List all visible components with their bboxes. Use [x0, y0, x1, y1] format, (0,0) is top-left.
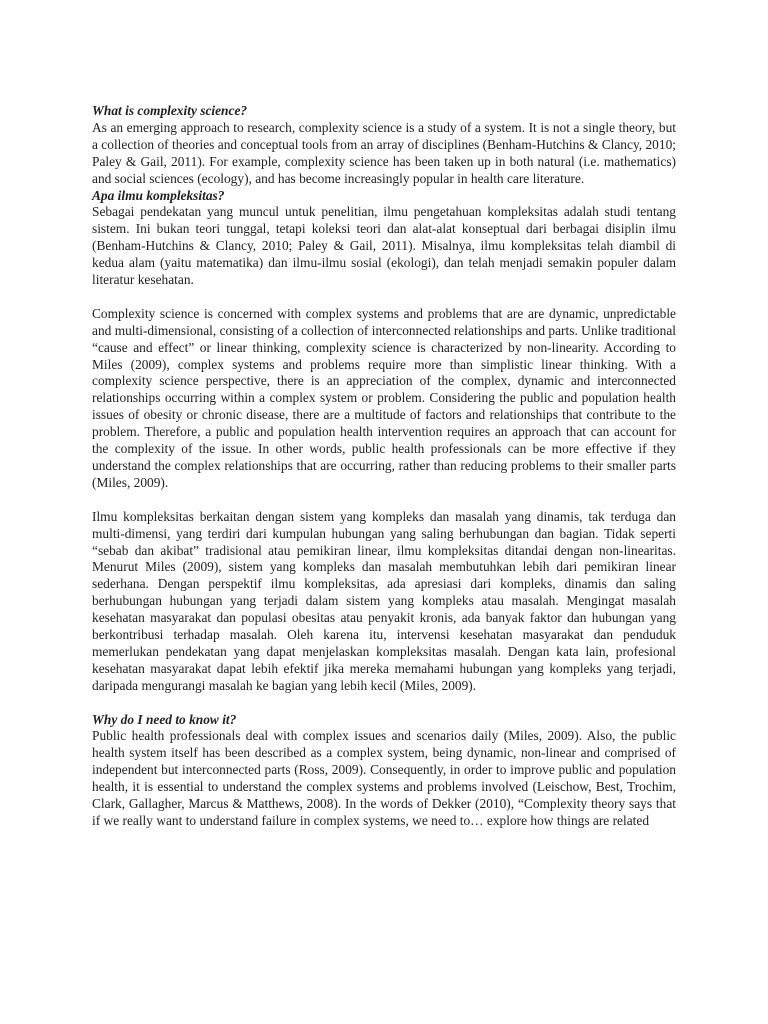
- heading-what-is-complexity-science: What is complexity science?: [92, 103, 248, 118]
- paragraph-complex-systems-en: Complexity science is concerned with complex systems and problems that are are dynamic, unpredictable and multi-dimensional, consisting of a collection of interconnected relationships and parts. Unlike traditional “cause and effect” or linear thinking, complexity science is characterized by non-linearity. According to Miles (2009), complex systems and problems require more than simplistic linear thinking. With a complexity science perspective, there is an appreciation of the complex, dynamic and interconnected relationships occurring within a complex system or problem. Considering the public and population health issues of obesity or chronic disease, there are a multitude of factors and relationships that contribute to the problem. Therefore, a public and population health intervention requires an approach that can account for the complexity of the issue. In other words, public health professionals can be more effective if they understand the complex relationships that are occurring, rather than reducing problems to their smaller parts (Miles, 2009).: [92, 305, 676, 490]
- heading-apa-ilmu-kompleksitas: Apa ilmu kompleksitas?: [92, 187, 225, 203]
- heading-why-do-i-need-to-know-it: Why do I need to know it?: [92, 711, 237, 727]
- document-page: [92, 103, 676, 830]
- paragraph-complex-systems-id: Ilmu kompleksitas berkaitan dengan sistem yang kompleks dan masalah yang dinamis, tak terduga dan multi-dimensi, yang terdiri dari kumpulan hubungan yang saling berhubungan dan bagian. Tidak seperti “sebab dan akibat” tradisional atau pemikiran linear, ilmu kompleksitas ditandai dengan non-linearitas. Menurut Miles (2009), sistem yang kompleks dan masalah membutuhkan lebih dari pemikiran linear sederhana. Dengan perspektif ilmu kompleksitas, ada apresiasi dari kompleks, dinamis dan saling berhubungan hubungan yang terjadi dalam sistem yang kompleks atau masalah. Mengingat masalah kesehatan masyarakat dan populasi obesitas atau penyakit kronis, ada banyak faktor dan hubungan yang berkontribusi terhadap masalah. Oleh karena itu, intervensi kesehatan masyarakat dan penduduk memerlukan pendekatan yang dapat menjelaskan kompleksitas masalah. Dengan kata lain, profesional kesehatan masyarakat dapat lebih efektif jika mereka memahami hubungan yang kompleks yang terjadi, daripada mengurangi masalah ke bagian yang lebih kecil (Miles, 2009).: [92, 508, 676, 693]
- paragraph-definition-en: As an emerging approach to research, complexity science is a study of a system. It is not a single theory, but a collection of theories and conceptual tools from an array of disciplines (Benham-Hutchins & Clancy, 2010; Paley & Gail, 2011). For example, complexity science has been taken up in both natural (i.e. mathematics) and social sciences (ecology), and has become increasingly popular in health care literature.: [92, 119, 676, 186]
- paragraph-spacer: [92, 289, 676, 306]
- paragraph-why-needed-en: Public health professionals deal with complex issues and scenarios daily (Miles, 2009). Also, the public health system itself has been described as a complex system, being dynamic, non-linear and comprised of independent but interconnected parts (Ross, 2009). Consequently, in order to improve public and population health, it is essential to understand the complex systems and problems involved (Leischow, Best, Trochim, Clark, Gallagher, Marcus & Matthews, 2008). In the words of Dekker (2010), “Complexity theory says that if we really want to understand failure in complex systems, we need to… explore how things are related: [92, 728, 676, 829]
- paragraph-definition-id: Sebagai pendekatan yang muncul untuk penelitian, ilmu pengetahuan kompleksitas adalah studi tentang sistem. Ini bukan teori tunggal, tetapi koleksi teori dan alat-alat konseptual dari berbagai disiplin ilmu (Benham-Hutchins & Clancy, 2010; Paley & Gail, 2011). Misalnya, ilmu kompleksitas telah diambil di kedua alam (yaitu matematika) dan ilmu-ilmu sosial (ekologi), dan telah menjadi semakin populer dalam literatur kesehatan.: [92, 204, 676, 288]
- paragraph-spacer: [92, 492, 676, 509]
- paragraph-spacer: [92, 695, 676, 712]
